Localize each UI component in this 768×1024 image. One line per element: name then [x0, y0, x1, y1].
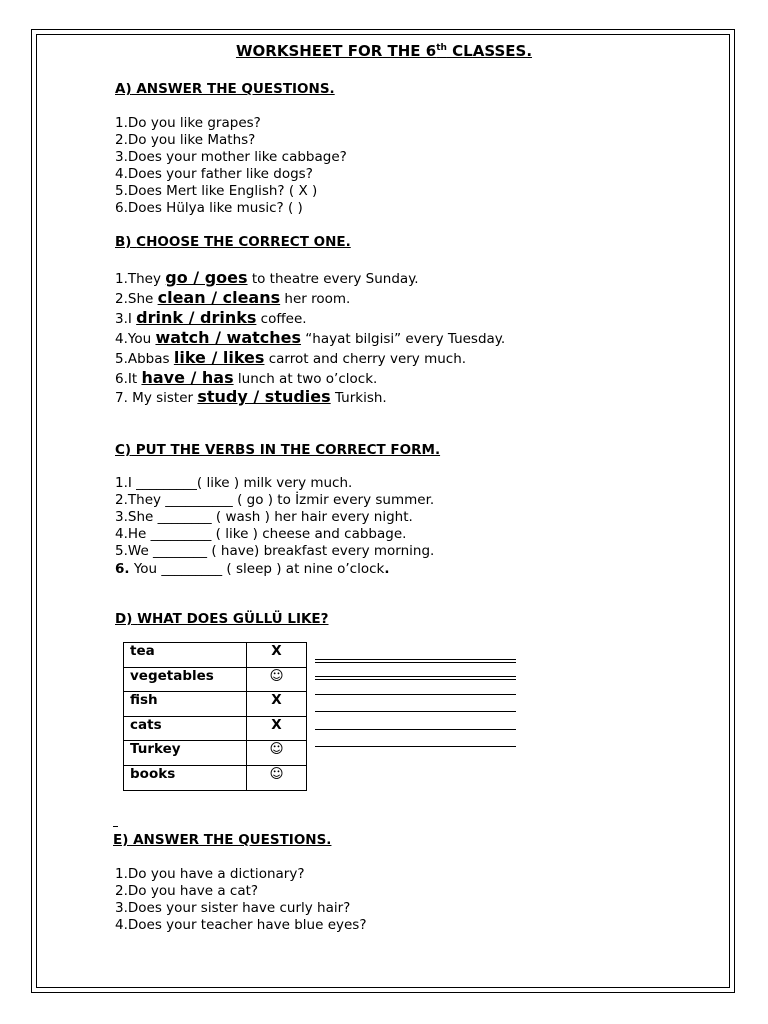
verb-item-5: 5.We ________ ( have) breakfast every morning. — [115, 543, 435, 559]
likes-table — [123, 642, 307, 791]
answer-line — [315, 676, 516, 677]
mark-cell: X — [247, 692, 307, 717]
question-a-1: 1.Do you like grapes? — [115, 115, 261, 131]
stray-mark — [113, 826, 118, 827]
choice-item-3: 3.I drink / drinks coffee. — [115, 308, 307, 327]
choice-option: watch / watches — [155, 328, 302, 347]
choice-option: study / studies — [197, 387, 331, 406]
answer-line — [315, 662, 516, 663]
choice-item-7: 7. My sister study / studies Turkish. — [115, 387, 387, 406]
section-e-heading: E) ANSWER THE QUESTIONS. — [113, 832, 332, 848]
verb-item-3: 3.She ________ ( wash ) her hair every night. — [115, 509, 413, 525]
section-b-heading: B) CHOOSE THE CORRECT ONE. — [115, 234, 351, 250]
answer-line — [315, 729, 516, 730]
question-a-5: 5.Does Mert like English? ( X ) — [115, 183, 318, 199]
table-row: cats X — [124, 716, 307, 741]
choice-item-4: 4.You watch / watches “hayat bilgisi” every Tuesday. — [115, 328, 506, 347]
question-a-6: 6.Does Hülya like music? ( ) — [115, 200, 303, 216]
question-a-3: 3.Does your mother like cabbage? — [115, 149, 347, 165]
mark-cell: ☺ — [247, 667, 307, 692]
verb-item-6: 6. You _________ ( sleep ) at nine o’clock. — [115, 561, 390, 577]
verb-item-2: 2.They __________ ( go ) to İzmir every summer. — [115, 492, 435, 508]
mark-cell: ☺ — [247, 741, 307, 766]
question-a-2: 2.Do you like Maths? — [115, 132, 256, 148]
question-e-1: 1.Do you have a dictionary? — [115, 866, 305, 882]
choice-item-2: 2.She clean / cleans her room. — [115, 288, 351, 307]
choice-option: clean / cleans — [157, 288, 281, 307]
choice-item-6: 6.It have / has lunch at two o’clock. — [115, 368, 378, 387]
section-c-heading: C) PUT THE VERBS IN THE CORRECT FORM. — [115, 442, 441, 458]
question-e-4: 4.Does your teacher have blue eyes? — [115, 917, 367, 933]
answer-line — [315, 746, 516, 747]
section-d-heading: D) WHAT DOES GÜLLÜ LIKE? — [115, 611, 329, 627]
answer-line — [315, 694, 516, 695]
answer-line — [315, 711, 516, 712]
choice-option: drink / drinks — [136, 308, 257, 327]
mark-cell: ☺ — [247, 765, 307, 790]
choice-option: go / goes — [165, 268, 248, 287]
mark-cell: X — [247, 643, 307, 668]
page-title: WORKSHEET FOR THE 6th CLASSES. — [235, 42, 533, 60]
table-row: fish X — [124, 692, 307, 717]
answer-line — [315, 679, 516, 680]
verb-item-1: 1.I _________( like ) milk very much. — [115, 475, 353, 491]
choice-option: like / likes — [173, 348, 265, 367]
choice-item-5: 5.Abbas like / likes carrot and cherry very much. — [115, 348, 467, 367]
question-a-4: 4.Does your father like dogs? — [115, 166, 313, 182]
table-row: tea X — [124, 643, 307, 668]
choice-item-1: 1.They go / goes to theatre every Sunday. — [115, 268, 419, 287]
section-a-heading: A) ANSWER THE QUESTIONS. — [115, 81, 335, 97]
table-row: vegetables ☺ — [124, 667, 307, 692]
verb-item-4: 4.He _________ ( like ) cheese and cabbage. — [115, 526, 407, 542]
question-e-3: 3.Does your sister have curly hair? — [115, 900, 351, 916]
mark-cell: X — [247, 716, 307, 741]
choice-option: have / has — [141, 368, 234, 387]
table-row: books ☺ — [124, 765, 307, 790]
answer-line — [315, 659, 516, 660]
question-e-2: 2.Do you have a cat? — [115, 883, 259, 899]
table-row: Turkey ☺ — [124, 741, 307, 766]
